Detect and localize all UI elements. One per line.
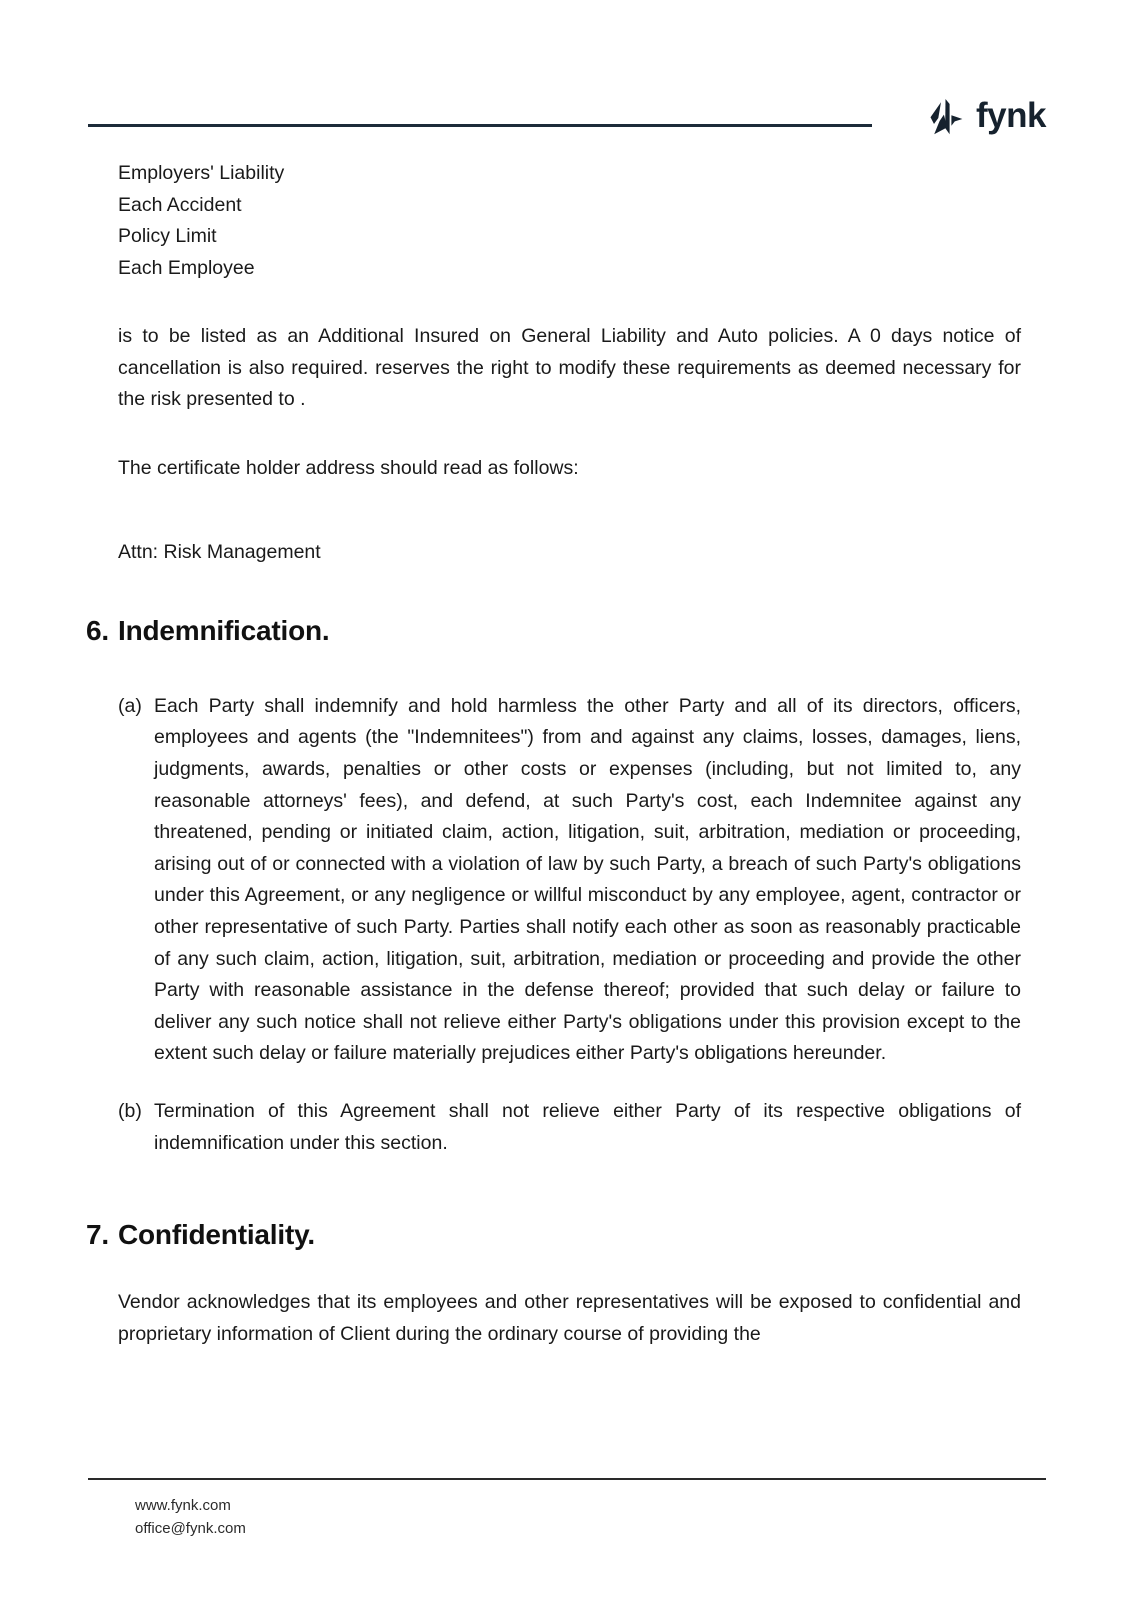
- page-header: [88, 96, 1046, 156]
- spacer: [118, 1159, 1021, 1219]
- section-title: Confidentiality.: [118, 1219, 315, 1251]
- list-item: Each Accident: [118, 193, 242, 216]
- insurance-list: [118, 158, 1021, 284]
- section-heading-indemnification: [86, 615, 1021, 647]
- attn-line: Attn: Risk Management: [118, 541, 321, 564]
- certificate-holder-line: The certificate holder address should read as follows:: [118, 456, 579, 479]
- clause-marker: (b): [118, 1099, 142, 1122]
- spacer: [118, 1070, 1021, 1096]
- clause-text: Each Party shall indemnify and hold harmless the other Party and all of its directors, officers, employees and agents (the "Indemnitees") from and against any claims, losses, damages, liens, judgments, awards, penalties or other costs or expenses (including, but not limited to, any reasonable attorneys' fees), and defend, at such Party's cost, each Indemnitee against any threatened, pending or initiated claim, action, litigation, suit, arbitration, mediation or proceeding, arising out of or connected with a violation of law by such Party, a breach of such Party's obligations under this Agreement, or any negligence or willful misconduct by any employee, agent, contractor or other representative of such Party. Parties shall notify each other as soon as reasonably practicable of any such claim, action, litigation, suit, arbitration, mediation or proceeding and provide the other Party with reasonable assistance in the defense thereof; provided that such delay or failure to deliver any such notice shall not relieve either Party's obligations under this provision except to the extent such delay or failure materially prejudices either Party's obligations hereunder.: [154, 694, 1021, 1065]
- page-footer: [88, 1478, 1046, 1540]
- fynk-bird-logo-icon: [921, 96, 967, 138]
- clause-a: [118, 691, 1021, 1070]
- clause-text: Termination of this Agreement shall not relieve either Party of its respective obligations of indemnification under this section.: [154, 1099, 1021, 1154]
- spacer: [118, 484, 1021, 537]
- clause-marker: (a): [118, 694, 142, 717]
- section-number: 6.: [86, 614, 109, 646]
- confidentiality-paragraph: Vendor acknowledges that its employees and other representatives will be exposed to confidential and proprietary information of Client during the ordinary course of providing the: [118, 1291, 1021, 1345]
- clause-b: [118, 1096, 1021, 1159]
- section-title: Indemnification.: [118, 614, 330, 646]
- section-number: 7.: [86, 1219, 109, 1251]
- additional-insured-paragraph: is to be listed as an Additional Insured on General Liability and Auto policies. A 0 days notice of cancellation is also required. reserves the right to modify these requirements as deemed necessary for the risk presented to .: [118, 325, 1021, 411]
- footer-website: www.fynk.com: [135, 1497, 231, 1514]
- list-item: Employers' Liability: [118, 162, 285, 184]
- brand-name: fynk: [976, 96, 1046, 135]
- header-divider: [88, 124, 872, 127]
- footer-email: office@fynk.com: [135, 1520, 246, 1537]
- brand-logo: [921, 96, 1046, 138]
- spacer: [118, 416, 1021, 453]
- footer-contact: [88, 1480, 1046, 1540]
- list-item: Each Employee: [118, 256, 255, 279]
- list-item: Policy Limit: [118, 225, 217, 247]
- spacer: [118, 1251, 1021, 1287]
- spacer: [118, 647, 1021, 691]
- section-heading-confidentiality: [86, 1219, 1021, 1251]
- spacer: [118, 284, 1021, 321]
- spacer: [118, 569, 1021, 615]
- document-body: [86, 158, 1021, 1350]
